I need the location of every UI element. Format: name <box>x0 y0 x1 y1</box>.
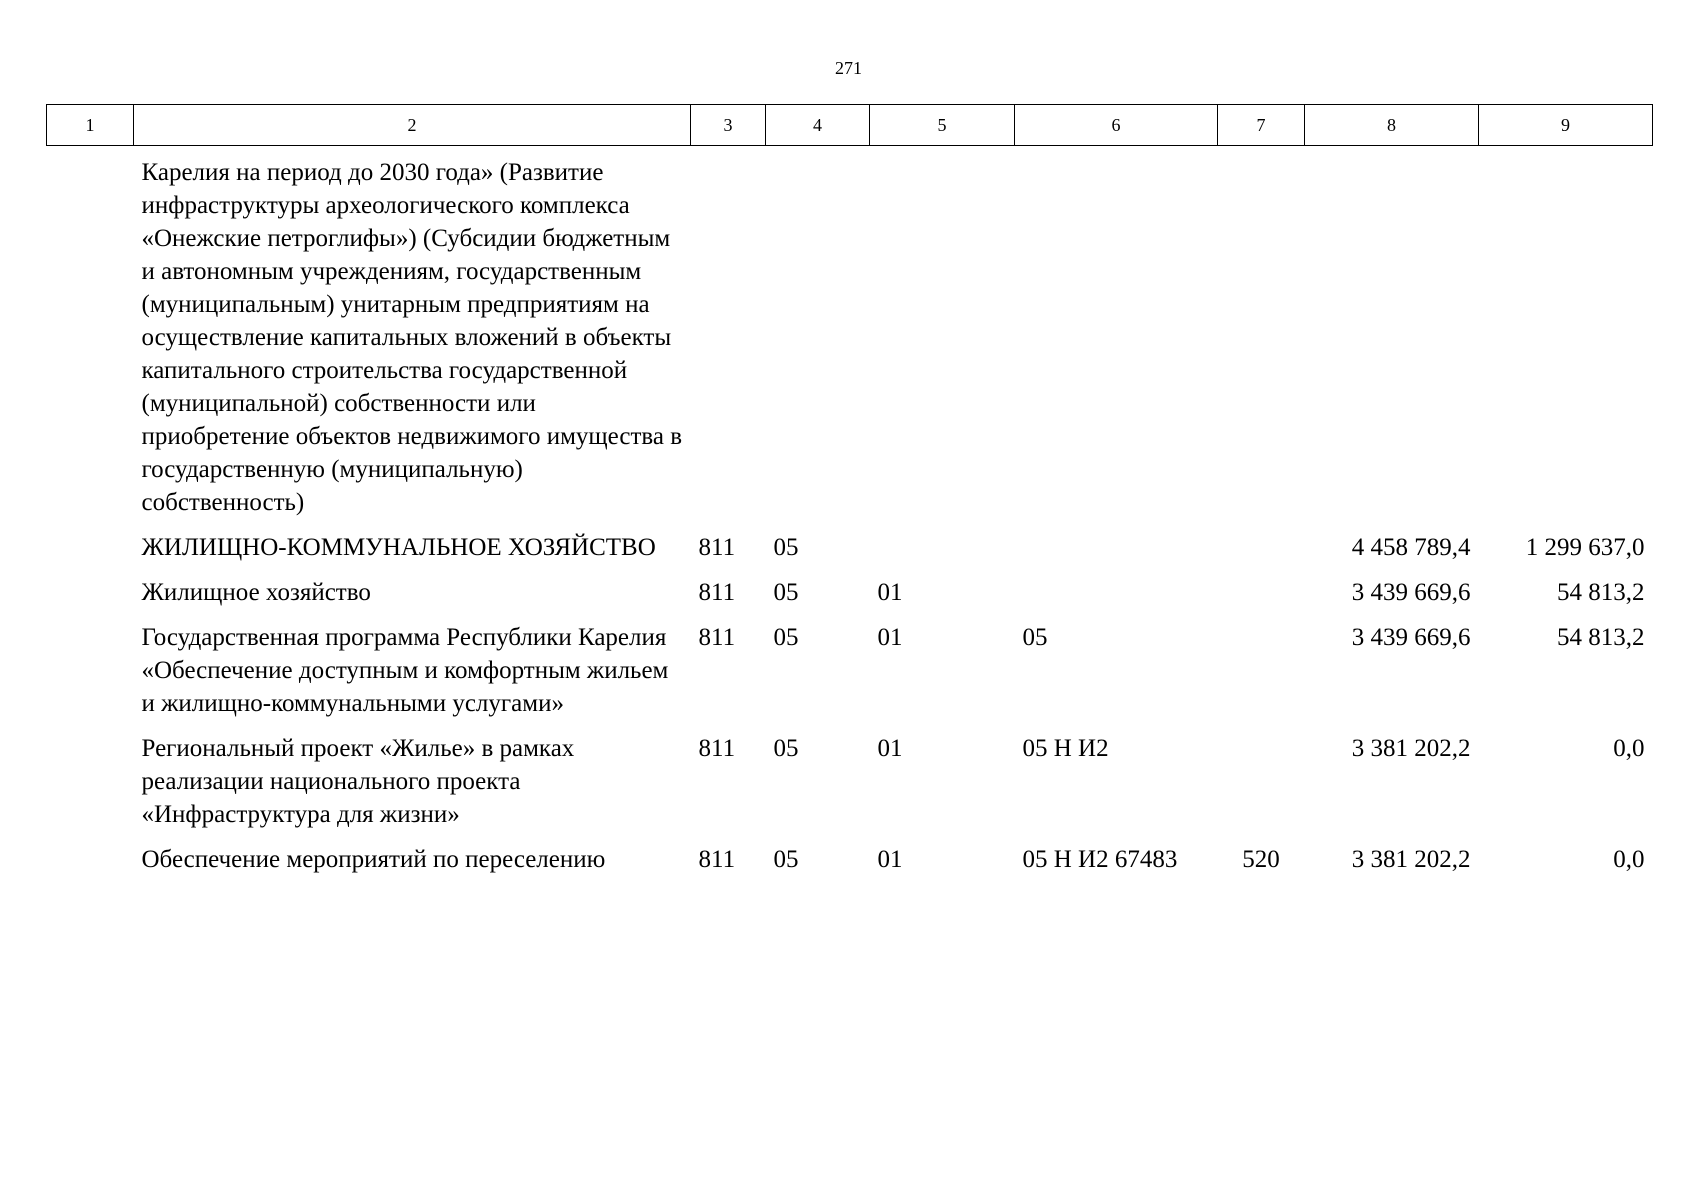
row-name: Государственная программа Республики Карелия «Обеспечение доступным и комфортным жильем и жилищно-коммунальными услугами» <box>141 624 669 717</box>
header-col-2: 2 <box>134 105 691 146</box>
table-row <box>47 519 1653 564</box>
row-section: 05 <box>773 624 799 651</box>
row-expense <box>1218 720 1305 831</box>
row-section: 05 <box>773 579 799 606</box>
row-name: ЖИЛИЩНО-КОММУНАЛЬНОЕ ХОЗЯЙСТВО <box>141 534 656 561</box>
row-name: Жилищное хозяйство <box>141 579 371 606</box>
row-code <box>47 564 134 609</box>
row-amount-2: 54 813,2 <box>1557 579 1645 606</box>
row-expense <box>1218 146 1305 520</box>
table-row <box>47 831 1653 876</box>
row-section: 05 <box>773 534 799 561</box>
row-section <box>766 146 870 520</box>
header-row <box>47 105 1653 146</box>
row-amount-2: 54 813,2 <box>1557 624 1645 651</box>
row-target: 05 Н И2 67483 <box>1022 846 1178 873</box>
row-grbs <box>691 146 766 520</box>
row-target <box>1015 519 1218 564</box>
row-subsection: 01 <box>877 846 903 873</box>
row-target: 05 <box>1022 624 1048 651</box>
row-amount-1: 4 458 789,4 <box>1351 534 1471 561</box>
row-subsection <box>870 146 1015 520</box>
header-col-8: 8 <box>1305 105 1479 146</box>
row-amount-2: 0,0 <box>1613 846 1645 873</box>
row-amount-1: 3 439 669,6 <box>1351 624 1471 651</box>
row-target: 05 Н И2 <box>1022 735 1109 762</box>
row-grbs: 811 <box>698 846 736 873</box>
row-amount-2: 1 299 637,0 <box>1525 534 1645 561</box>
header-col-4: 4 <box>766 105 870 146</box>
row-amount-2: 0,0 <box>1613 735 1645 762</box>
row-grbs: 811 <box>698 624 736 651</box>
table-row <box>47 609 1653 720</box>
row-amount-1 <box>1305 146 1479 520</box>
budget-table <box>46 104 1653 876</box>
row-name: Региональный проект «Жилье» в рамках реализации национального проекта «Инфраструктура для жизни» <box>141 735 575 828</box>
header-col-7: 7 <box>1218 105 1305 146</box>
row-section: 05 <box>773 735 799 762</box>
row-name: Обеспечение мероприятий по переселению <box>141 846 606 873</box>
row-code <box>47 146 134 520</box>
table-row <box>47 720 1653 831</box>
row-grbs: 811 <box>698 534 736 561</box>
row-amount-1: 3 381 202,2 <box>1351 846 1471 873</box>
row-code <box>47 609 134 720</box>
header-col-5: 5 <box>870 105 1015 146</box>
row-subsection: 01 <box>877 624 903 651</box>
row-expense <box>1218 564 1305 609</box>
row-subsection: 01 <box>877 579 903 606</box>
row-amount-2 <box>1479 146 1653 520</box>
header-col-3: 3 <box>691 105 766 146</box>
row-expense <box>1218 609 1305 720</box>
row-grbs: 811 <box>698 735 736 762</box>
row-expense <box>1218 519 1305 564</box>
header-col-9: 9 <box>1479 105 1653 146</box>
row-amount-1: 3 381 202,2 <box>1351 735 1471 762</box>
header-col-1: 1 <box>47 105 134 146</box>
row-target <box>1015 146 1218 520</box>
row-code <box>47 720 134 831</box>
row-code <box>47 831 134 876</box>
row-expense: 520 <box>1242 846 1280 873</box>
row-amount-1: 3 439 669,6 <box>1351 579 1471 606</box>
row-section: 05 <box>773 846 799 873</box>
table-row <box>47 146 1653 520</box>
row-grbs: 811 <box>698 579 736 606</box>
row-code <box>47 519 134 564</box>
row-target <box>1015 564 1218 609</box>
row-name: Карелия на период до 2030 года» (Развитие инфраструктуры археологического комплекса «Онежские петроглифы») (Субсидии бюджетным и автономным учреждениям, государственным (муниципальным) унитарным предприятиям на осуществление капитальных вложений в объекты капитального строительства государственной (муниципальной) собственности или приобретение объектов недвижимого имущества в государственную (муниципальную) собственность) <box>141 159 683 516</box>
table-row <box>47 564 1653 609</box>
header-col-6: 6 <box>1015 105 1218 146</box>
row-subsection: 01 <box>877 735 903 762</box>
page-number: 271 <box>835 58 862 78</box>
row-subsection <box>870 519 1015 564</box>
